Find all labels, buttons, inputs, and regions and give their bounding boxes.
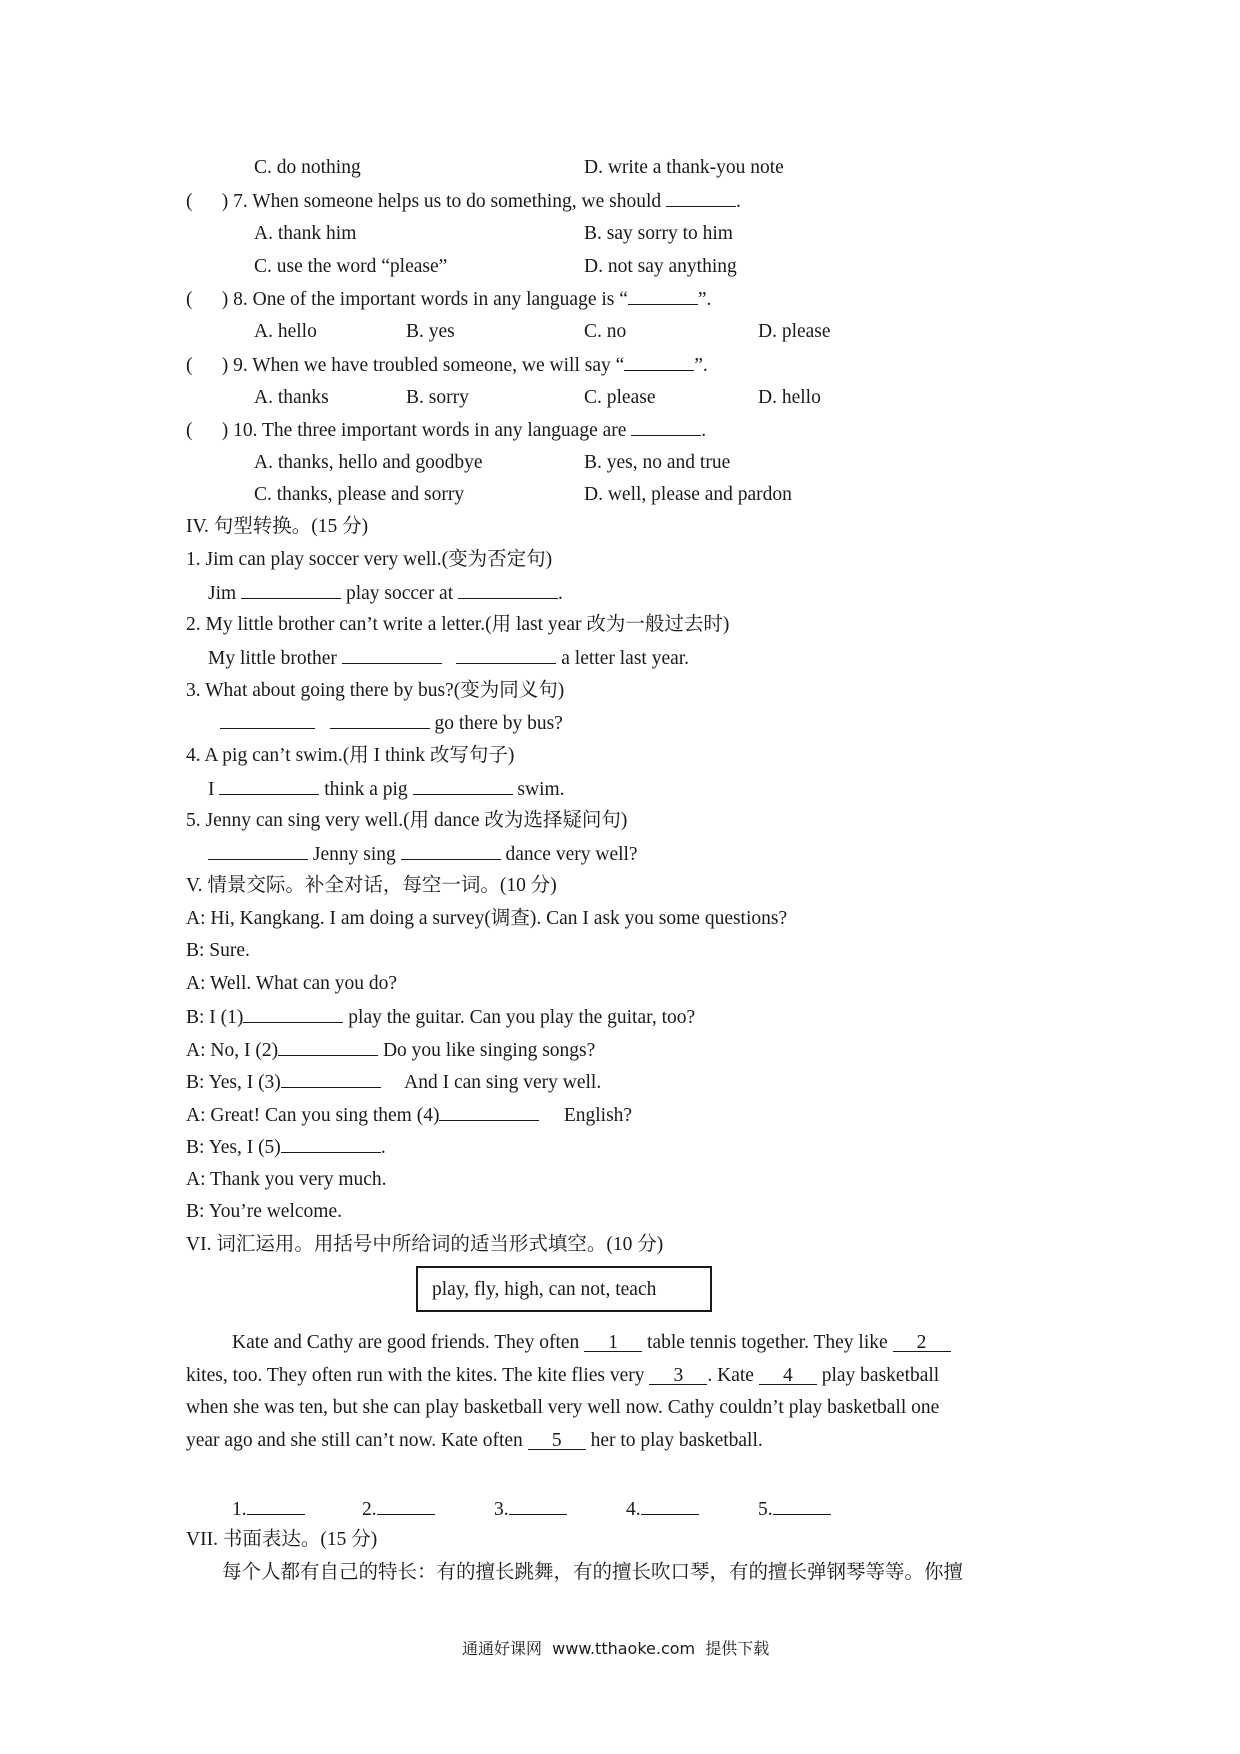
q9-option-d: D. hello [758,387,821,408]
q7-option-d: D. not say anything [584,256,737,277]
answer-5-blank[interactable] [773,1496,831,1515]
q8-stem-end: ”. [697,289,712,310]
passage-blank-4[interactable]: 4 [759,1366,817,1385]
s4-a2 [208,645,689,672]
answer-2 [362,1496,435,1523]
dialogue-line-4-end: play the guitar. Can you play the guitar, too? [343,1007,696,1028]
passage-line-1-text-2: table tennis together. They like [642,1332,893,1353]
passage-line-2-end: play basketball [816,1365,940,1386]
passage-line-4-end: her to play basketball. [585,1430,763,1451]
s4-a5 [208,841,638,868]
s4-q3: 3. What about going there by bus?(变为同义句) [186,680,565,701]
dialogue-line-6-end: And I can sing very well. [380,1072,602,1093]
dialogue-line-7-text: A: Great! Can you sing them (4) [186,1105,440,1126]
writing-prompt: 每个人都有自己的特长：有的擅长跳舞，有的擅长吹口琴，有的擅长弹钢琴等等。你擅 [222,1562,964,1583]
s4-a2-text: My little brother [208,648,342,669]
dialogue-line-8 [186,1134,386,1161]
q7-stem-text: ( ) 7. When someone helps us to do something, we should [186,191,667,212]
q8-option-b: B. yes [406,321,455,342]
dialogue-line-9: A: Thank you very much. [186,1169,387,1190]
q10-blank[interactable] [631,417,701,436]
passage-line-1 [232,1330,951,1356]
answer-1-label: 1. [232,1499,247,1520]
passage-line-2-text-2: . Kate [707,1365,759,1386]
s4-q4: 4. A pig can’t swim.(用 I think 改写句子) [186,745,515,766]
dialogue-line-5 [186,1037,595,1064]
answer-2-blank[interactable] [377,1496,435,1515]
s4-a3-blank-1[interactable] [220,710,315,729]
s4-a4-end: swim. [512,779,565,800]
dialogue-line-6 [186,1069,601,1096]
s4-a2-blank-1[interactable] [342,645,442,664]
word-bank-box [416,1266,712,1312]
word-bank: play, fly, high, can not, teach [432,1279,657,1300]
dialogue-line-5-text: A: No, I (2) [186,1040,279,1061]
q10-option-a: A. thanks, hello and goodbye [254,452,483,473]
q7-option-a: A. thank him [254,223,357,244]
answer-5 [758,1496,831,1523]
answer-4-blank[interactable] [641,1496,699,1515]
dialogue-blank-3[interactable] [281,1069,381,1088]
passage-blank-5[interactable]: 5 [528,1431,586,1450]
q9-option-b: B. sorry [406,387,469,408]
q9-option-c: C. please [584,387,656,408]
answer-1 [232,1496,305,1523]
q6-option-d: D. write a thank-you note [584,157,784,178]
q10-stem [186,417,706,444]
s4-a1-blank-1[interactable] [241,580,341,599]
q8-blank[interactable] [628,286,698,305]
answer-2-label: 2. [362,1499,377,1520]
s4-a4-text: I [208,779,220,800]
passage-line-3: when she was ten, but she can play basketball very well now. Cathy couldn’t play basketball one [186,1397,940,1418]
passage-line-2-text: kites, too. They often run with the kites. The kite flies very [186,1365,650,1386]
passage-blank-3[interactable]: 3 [649,1366,707,1385]
s4-a4 [208,776,565,803]
dialogue-line-4-text: B: I (1) [186,1007,244,1028]
s4-a4-text-2: think a pig [319,779,413,800]
dialogue-line-1: A: Hi, Kangkang. I am doing a survey(调查). Can I ask you some questions? [186,908,788,929]
q9-stem [186,352,708,379]
s4-a2-gap [442,648,457,669]
section-7-title: VII. 书面表达。(15 分) [186,1529,378,1550]
q10-option-d: D. well, please and pardon [584,484,792,505]
s4-a2-end: a letter last year. [556,648,690,669]
answer-3 [494,1496,567,1523]
s4-q2: 2. My little brother can’t write a letter.(用 last year 改为一般过去时) [186,614,730,635]
s4-a5-blank-2[interactable] [401,841,501,860]
dialogue-line-7 [186,1102,632,1129]
dialogue-line-3: A: Well. What can you do? [186,973,398,994]
s4-a3-end: go there by bus? [429,713,563,734]
q8-option-a: A. hello [254,321,317,342]
q10-stem-end: . [701,420,707,441]
s4-a1 [208,580,563,607]
answer-5-label: 5. [758,1499,773,1520]
s4-q1: 1. Jim can play soccer very well.(变为否定句) [186,549,553,570]
s4-a5-text: Jenny sing [308,844,401,865]
s4-q5: 5. Jenny can sing very well.(用 dance 改为选择疑问句) [186,810,628,831]
answer-3-blank[interactable] [509,1496,567,1515]
dialogue-blank-2[interactable] [278,1037,378,1056]
s4-a5-blank-1[interactable] [208,841,308,860]
s4-a3 [220,710,563,737]
dialogue-line-10: B: You’re welcome. [186,1201,342,1222]
q8-option-d: D. please [758,321,831,342]
dialogue-line-6-text: B: Yes, I (3) [186,1072,281,1093]
q10-option-c: C. thanks, please and sorry [254,484,465,505]
dialogue-blank-5[interactable] [281,1134,381,1153]
q10-stem-text: ( ) 10. The three important words in any language are [186,420,632,441]
q9-option-a: A. thanks [254,387,329,408]
dialogue-blank-4[interactable] [439,1102,539,1121]
dialogue-line-5-end: Do you like singing songs? [378,1040,596,1061]
dialogue-line-8-end: . [380,1137,386,1158]
s4-a3-gap [315,713,330,734]
section-5-title: V. 情景交际。补全对话，每空一词。(10 分) [186,875,557,896]
q9-stem-end: ”. [694,355,708,376]
q7-stem [186,188,741,215]
passage-line-4-text: year ago and she still can’t now. Kate often [186,1430,528,1451]
passage-blank-2[interactable]: 2 [893,1333,951,1352]
q6-option-c: C. do nothing [254,157,361,178]
answer-4-label: 4. [626,1499,641,1520]
s4-a1-blank-2[interactable] [458,580,558,599]
dialogue-line-8-text: B: Yes, I (5) [186,1137,281,1158]
q7-option-b: B. say sorry to him [584,223,733,244]
s4-a3-blank-2[interactable] [330,710,430,729]
q9-blank[interactable] [624,352,694,371]
dialogue-line-2: B: Sure. [186,940,250,961]
q7-option-c: C. use the word “please” [254,256,448,277]
q10-option-b: B. yes, no and true [584,452,731,473]
s4-a1-text: Jim [208,583,242,604]
s4-a5-end: dance very well? [500,844,638,865]
passage-line-4 [186,1428,763,1454]
s4-a4-blank-2[interactable] [413,776,513,795]
s4-a1-text-2: play soccer at [341,583,459,604]
answer-3-label: 3. [494,1499,509,1520]
section-4-title: IV. 句型转换。(15 分) [186,516,369,537]
footer-credit: 通通好课网 www.tthaoke.com 提供下载 [462,1639,770,1658]
s4-a1-end: . [558,583,563,604]
q8-option-c: C. no [584,321,627,342]
section-6-title: VI. 词汇运用。用括号中所给词的适当形式填空。(10 分) [186,1234,664,1255]
dialogue-line-4 [186,1004,695,1031]
s4-a4-blank-1[interactable] [219,776,319,795]
q8-stem [186,286,711,313]
passage-blank-1[interactable]: 1 [584,1333,642,1352]
q7-stem-end: . [736,191,741,212]
q7-blank[interactable] [666,188,736,207]
dialogue-line-7-end: English? [539,1105,633,1126]
answer-4 [626,1496,699,1523]
s4-a2-blank-2[interactable] [456,645,556,664]
dialogue-blank-1[interactable] [243,1004,343,1023]
passage-line-2 [186,1363,939,1389]
q9-stem-text: ( ) 9. When we have troubled someone, we will say “ [186,355,625,376]
passage-line-1-text: Kate and Cathy are good friends. They often [232,1332,585,1353]
answer-1-blank[interactable] [247,1496,305,1515]
q8-stem-text: ( ) 8. One of the important words in any language is “ [186,289,628,310]
